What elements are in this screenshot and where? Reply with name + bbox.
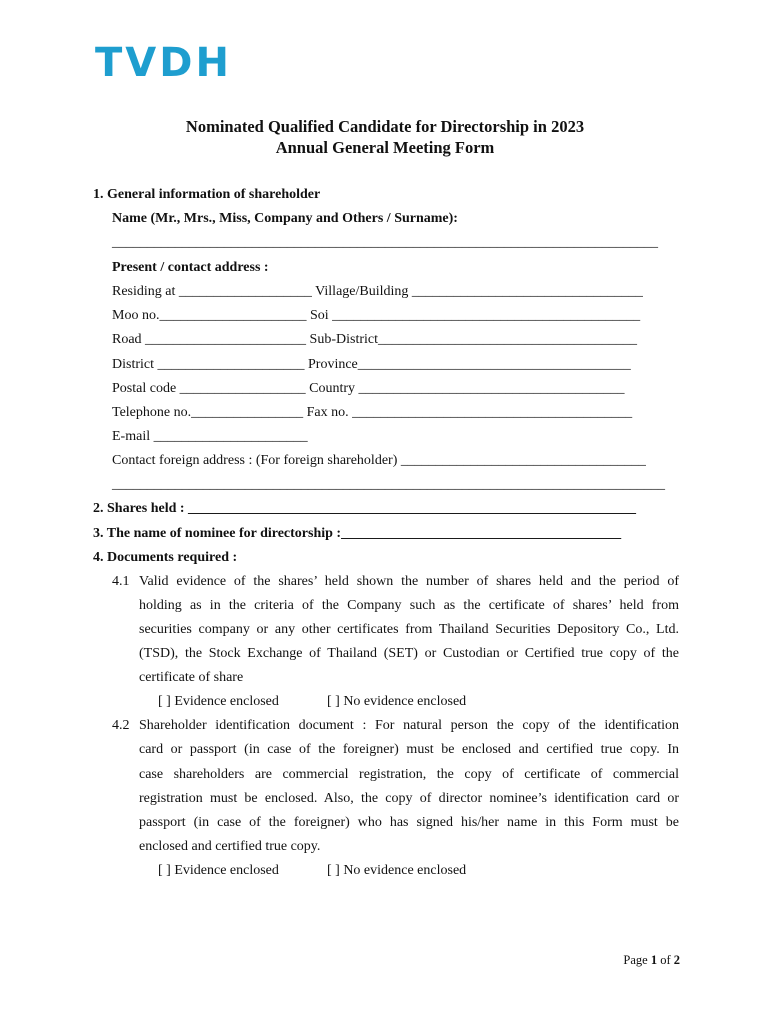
form-subtitle: Annual General Meeting Form [275, 138, 495, 157]
of-word: of [660, 953, 671, 967]
item-4-2-line: card or passport (in case of the foreigner) must be enclosed and certified true copy. In [139, 742, 679, 757]
item-4-1-evidence-enclosed-checkbox[interactable]: [ ] Evidence enclosed [158, 694, 279, 709]
page-current: 1 [650, 953, 658, 967]
page-total: 2 [673, 953, 680, 967]
item-4-1-line: Valid evidence of the shares’ held shown the number of shares held and the period of [139, 574, 679, 589]
postal-country-field[interactable]: Postal code __________________ Country ______________________________________ [112, 381, 625, 396]
item-4-1-no-evidence-checkbox[interactable]: [ ] No evidence enclosed [327, 694, 467, 709]
nominee-name-field[interactable]: 3. The name of nominee for directorship :________________________________________ [93, 526, 622, 541]
residing-village-field[interactable]: Residing at ___________________ Village/Building _________________________________ [112, 284, 643, 299]
page-word: Page [623, 953, 648, 967]
item-4-2-number: 4.2 [112, 718, 130, 733]
item-4-2-evidence-enclosed-checkbox[interactable]: [ ] Evidence enclosed [158, 863, 279, 878]
foreign-address-field[interactable]: Contact foreign address : (For foreign shareholder) ___________________________________ [112, 453, 646, 468]
email-field[interactable]: E-mail ______________________ [112, 429, 308, 444]
item-4-1-line: holding as in the criteria of the Company such as the certificate of shares’ held from [139, 598, 679, 613]
section1-heading: 1. General information of shareholder [93, 187, 321, 202]
section4-heading: 4. Documents required : [93, 550, 238, 565]
road-subdistrict-field[interactable]: Road _______________________ Sub-District_____________________________________ [112, 332, 637, 347]
name-label: Name (Mr., Mrs., Miss, Company and Others / Surname): [112, 211, 458, 226]
shares-held-field[interactable]: 2. Shares held : ________________________________________________________________ [93, 501, 637, 516]
item-4-1-line: (TSD), the Stock Exchange of Thailand (SET) or Custodian or Certified true copy of the [139, 646, 679, 661]
item-4-2-line: enclosed and certified true copy. [139, 839, 321, 854]
page-number [623, 951, 680, 969]
moo-soi-field[interactable]: Moo no._____________________ Soi ____________________________________________ [112, 308, 641, 323]
item-4-1-number: 4.1 [112, 574, 130, 589]
form-title: Nominated Qualified Candidate for Directorship in 2023 [185, 117, 585, 136]
item-4-2-line: case shareholders are commercial registration, the copy of certificate of commercial [139, 767, 679, 782]
item-4-2-line: passport (in case of the foreigner) who has signed his/her name in this Form must be [139, 815, 679, 830]
telephone-fax-field[interactable]: Telephone no.________________ Fax no. ________________________________________ [112, 405, 633, 420]
company-logo: TVDH [95, 40, 232, 86]
address-heading: Present / contact address : [112, 260, 269, 275]
name-field[interactable]: ______________________________________________________________________________ [112, 235, 658, 250]
district-province-field[interactable]: District _____________________ Province_______________________________________ [112, 357, 631, 372]
foreign-address-continuation-field[interactable]: _______________________________________________________________________________ [112, 477, 665, 492]
item-4-2-no-evidence-checkbox[interactable]: [ ] No evidence enclosed [327, 863, 467, 878]
item-4-1-line: certificate of share [139, 670, 244, 685]
item-4-1-line: securities company or any other certificates from Thailand Securities Depository Co., Ltd. [139, 622, 679, 637]
item-4-2-line: Shareholder identification document : For natural person the copy of the identification [139, 718, 679, 733]
item-4-2-line: registration must be enclosed. Also, the copy of director nominee’s identification card or [139, 791, 679, 806]
